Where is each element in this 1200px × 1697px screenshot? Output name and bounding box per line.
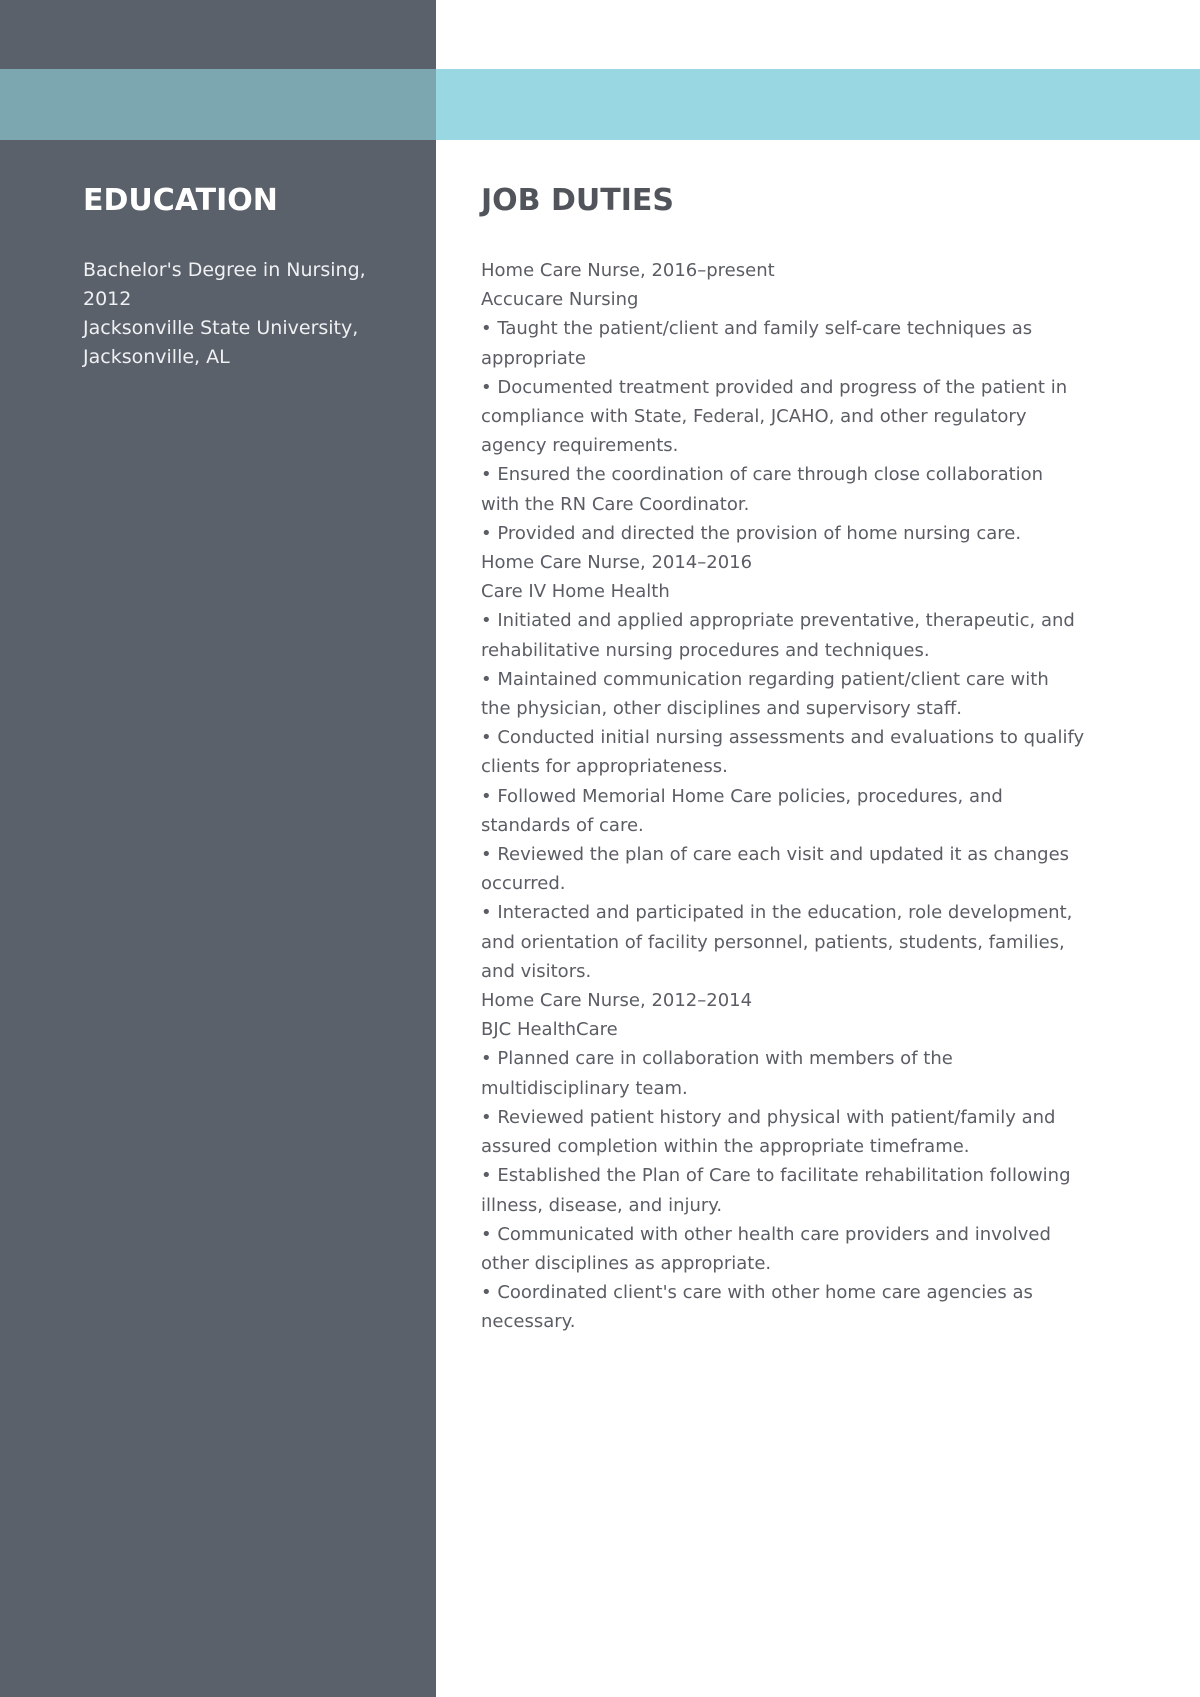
duty-item: • Interacted and participated in the education, role development, and orientation of facility personnel, patients, students, families, and visitors. bbox=[481, 902, 1073, 982]
employer-2: Care IV Home Health bbox=[481, 581, 670, 603]
education-school: Jacksonville State University, Jacksonville, AL bbox=[83, 317, 359, 368]
duty-item: • Ensured the coordination of care through close collaboration with the RN Care Coordinator. bbox=[481, 464, 1044, 515]
duty-item: • Provided and directed the provision of home nursing care. bbox=[481, 522, 1022, 544]
education-heading: EDUCATION bbox=[83, 183, 278, 218]
duty-item: • Reviewed patient history and physical with patient/family and assured completion within the appropriate timeframe. bbox=[481, 1106, 1056, 1158]
job-title-3: Home Care Nurse, 2012–2014 bbox=[481, 990, 753, 1012]
employer-1: Accucare Nursing bbox=[481, 289, 639, 311]
duty-item: • Conducted initial nursing assessments and evaluations to qualify clients for appropriateness. bbox=[481, 727, 1085, 778]
employer-3: BJC HealthCare bbox=[481, 1019, 618, 1041]
duty-item: • Communicated with other health care providers and involved other disciplines as appropriate. bbox=[481, 1223, 1051, 1274]
job-duties-list bbox=[481, 256, 1141, 1337]
duty-item: • Initiated and applied appropriate preventative, therapeutic, and rehabilitative nursing procedures and techniques. bbox=[481, 610, 1075, 661]
duty-item: • Reviewed the plan of care each visit and updated it as changes occurred. bbox=[481, 844, 1070, 895]
education-list bbox=[83, 256, 413, 372]
job-duties-heading: JOB DUTIES bbox=[481, 183, 674, 218]
duty-item: • Taught the patient/client and family self-care techniques as appropriate bbox=[481, 318, 1033, 369]
education-degree: Bachelor's Degree in Nursing, 2012 bbox=[83, 259, 366, 310]
sidebar-panel bbox=[0, 0, 436, 1697]
accent-band-left bbox=[0, 69, 436, 140]
duty-item: • Maintained communication regarding patient/client care with the physician, other disciplines and supervisory staff. bbox=[481, 668, 1049, 720]
duty-item: • Established the Plan of Care to facilitate rehabilitation following illness, disease, and injury. bbox=[481, 1165, 1071, 1216]
duty-item: • Coordinated client's care with other home care agencies as necessary. bbox=[481, 1282, 1033, 1333]
duty-item: • Documented treatment provided and progress of the patient in compliance with State, Federal, JCAHO, and other regulatory agency requirements. bbox=[481, 376, 1068, 457]
job-title-1: Home Care Nurse, 2016–present bbox=[481, 260, 775, 281]
duty-item: • Planned care in collaboration with members of the multidisciplinary team. bbox=[481, 1048, 953, 1099]
accent-band-right bbox=[436, 69, 1200, 140]
job-title-2: Home Care Nurse, 2014–2016 bbox=[481, 552, 753, 574]
duty-item: • Followed Memorial Home Care policies, procedures, and standards of care. bbox=[481, 785, 1003, 836]
